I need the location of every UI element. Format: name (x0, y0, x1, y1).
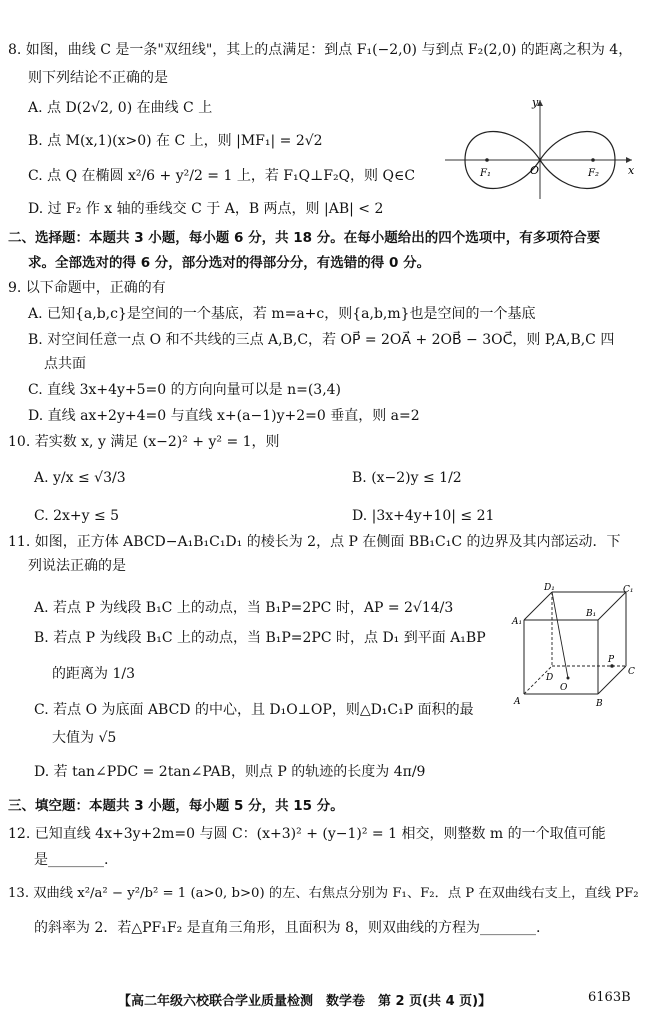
section-2-heading-cont: 求。全部选对的得 6 分，部分选对的得部分分，有选错的得 0 分。 (28, 255, 431, 271)
fig11-p-label: P (608, 655, 615, 665)
q8-option-c: C. 点 Q 在椭圆 x²/6 + y²/2 = 1 上，若 F₁Q⊥F₂Q，则 Q∈C (28, 168, 416, 184)
q10-option-c: C. 2x+y ≤ 5 (34, 508, 120, 524)
q11-option-c-cont: 大值为 √5 (52, 730, 117, 746)
fig11-o-label: O (560, 683, 568, 693)
section-2-heading: 二、选择题：本题共 3 小题，每小题 6 分，共 18 分。在每小题给出的四个选项中，有多项符合要 (8, 230, 601, 246)
fig11-b1-label: B₁ (586, 609, 597, 619)
q11-option-b-cont: 的距离为 1/3 (52, 666, 135, 682)
q11-option-d: D. 若 tan∠PDC = 2tan∠PAB，则点 P 的轨迹的长度为 4π/9 (34, 764, 426, 780)
q10-option-a: A. y/x ≤ √3/3 (34, 470, 126, 486)
q8-option-d: D. 过 F₂ 作 x 轴的垂线交 C 于 A，B 两点，则 |AB| < 2 (28, 201, 384, 217)
page-footer: 【高二年级六校联合学业质量检测 数学卷 第 2 页(共 4 页)】 (118, 994, 492, 1009)
q13-stem: 13. 双曲线 x²/a² − y²/b² = 1 (a>0, b>0) 的左、右焦点分别为 F₁、F₂．点 P 在双曲线右支上，直线 PF₂ (8, 886, 639, 901)
q12-stem: 12. 已知直线 4x+3y+2m=0 与圆 C：(x+3)² + (y−1)² = 1 相交，则整数 m 的一个取值可能 (8, 826, 606, 842)
section-3-heading: 三、填空题：本题共 3 小题，每小题 5 分，共 15 分。 (8, 798, 344, 814)
q13-stem-cont: 的斜率为 2．若△PF₁F₂ 是直角三角形，且面积为 8，则双曲线的方程为________. (34, 920, 541, 936)
q10-option-d: D. |3x+4y+10| ≤ 21 (352, 508, 495, 524)
q10-option-b: B. (x−2)y ≤ 1/2 (352, 470, 462, 486)
paper-code: 6163B (588, 990, 631, 1005)
q9-option-b: B. 对空间任意一点 O 和不共线的三点 A,B,C，若 OP⃗ = 2OA⃗ + 2OB⃗ − 3OC⃗，则 P,A,B,C 四 (28, 332, 615, 348)
fig11-c1-label: C₁ (623, 585, 634, 595)
q11-stem: 11. 如图，正方体 ABCD−A₁B₁C₁D₁ 的棱长为 2，点 P 在侧面 BB₁C₁C 的边界及其内部运动．下 (8, 534, 621, 550)
q11-option-c: C. 若点 O 为底面 ABCD 的中心，且 D₁O⊥OP，则△D₁C₁P 面积的最 (34, 702, 474, 718)
fig11-c-label: C (628, 667, 635, 677)
q9-option-b-cont: 点共面 (44, 356, 86, 372)
fig11-d1-label: D₁ (544, 583, 555, 593)
fig8-y-label: y (532, 96, 539, 109)
q10-stem: 10. 若实数 x, y 满足 (x−2)² + y² = 1，则 (8, 434, 280, 450)
q11-stem-cont: 列说法正确的是 (28, 558, 126, 574)
q9-stem: 9. 以下命题中，正确的有 (8, 280, 166, 296)
fig11-b-label: B (596, 699, 603, 709)
fig8-f2-label: F₂ (588, 168, 599, 179)
cube-figure (508, 582, 640, 712)
q8-option-b: B. 点 M(x,1)(x>0) 在 C 上，则 |MF₁| = 2√2 (28, 133, 323, 149)
fig8-f1-label: F₁ (480, 168, 491, 179)
q11-option-b: B. 若点 P 为线段 B₁C 上的动点，当 B₁P=2PC 时，点 D₁ 到平面 A₁BP (34, 630, 486, 646)
q11-option-a: A. 若点 P 为线段 B₁C 上的动点，当 B₁P=2PC 时，AP = 2√14/3 (34, 600, 454, 616)
fig11-a-label: A (514, 697, 521, 707)
q9-option-c: C. 直线 3x+4y+5=0 的方向向量可以是 n=(3,4) (28, 382, 342, 398)
q8-stem-cont: 则下列结论不正确的是 (28, 70, 168, 86)
q8-stem: 8. 如图，曲线 C 是一条"双纽线"，其上的点满足：到点 F₁(−2,0) 与到点 F₂(2,0) 的距离之积为 4， (8, 42, 633, 58)
fig8-origin-label: O (530, 164, 540, 177)
fig8-x-label: x (628, 164, 635, 177)
q9-option-a: A. 已知{a,b,c}是空间的一个基底，若 m=a+c，则{a,b,m}也是空间的一个基底 (28, 306, 536, 322)
q8-option-a: A. 点 D(2√2, 0) 在曲线 C 上 (28, 100, 213, 116)
q9-option-d: D. 直线 ax+2y+4=0 与直线 x+(a−1)y+2=0 垂直，则 a=2 (28, 408, 420, 424)
fig11-d-label: D (546, 673, 554, 683)
q12-stem-cont: 是________. (34, 852, 109, 868)
lemniscate-figure (440, 94, 640, 204)
fig11-a1-label: A₁ (512, 617, 523, 627)
